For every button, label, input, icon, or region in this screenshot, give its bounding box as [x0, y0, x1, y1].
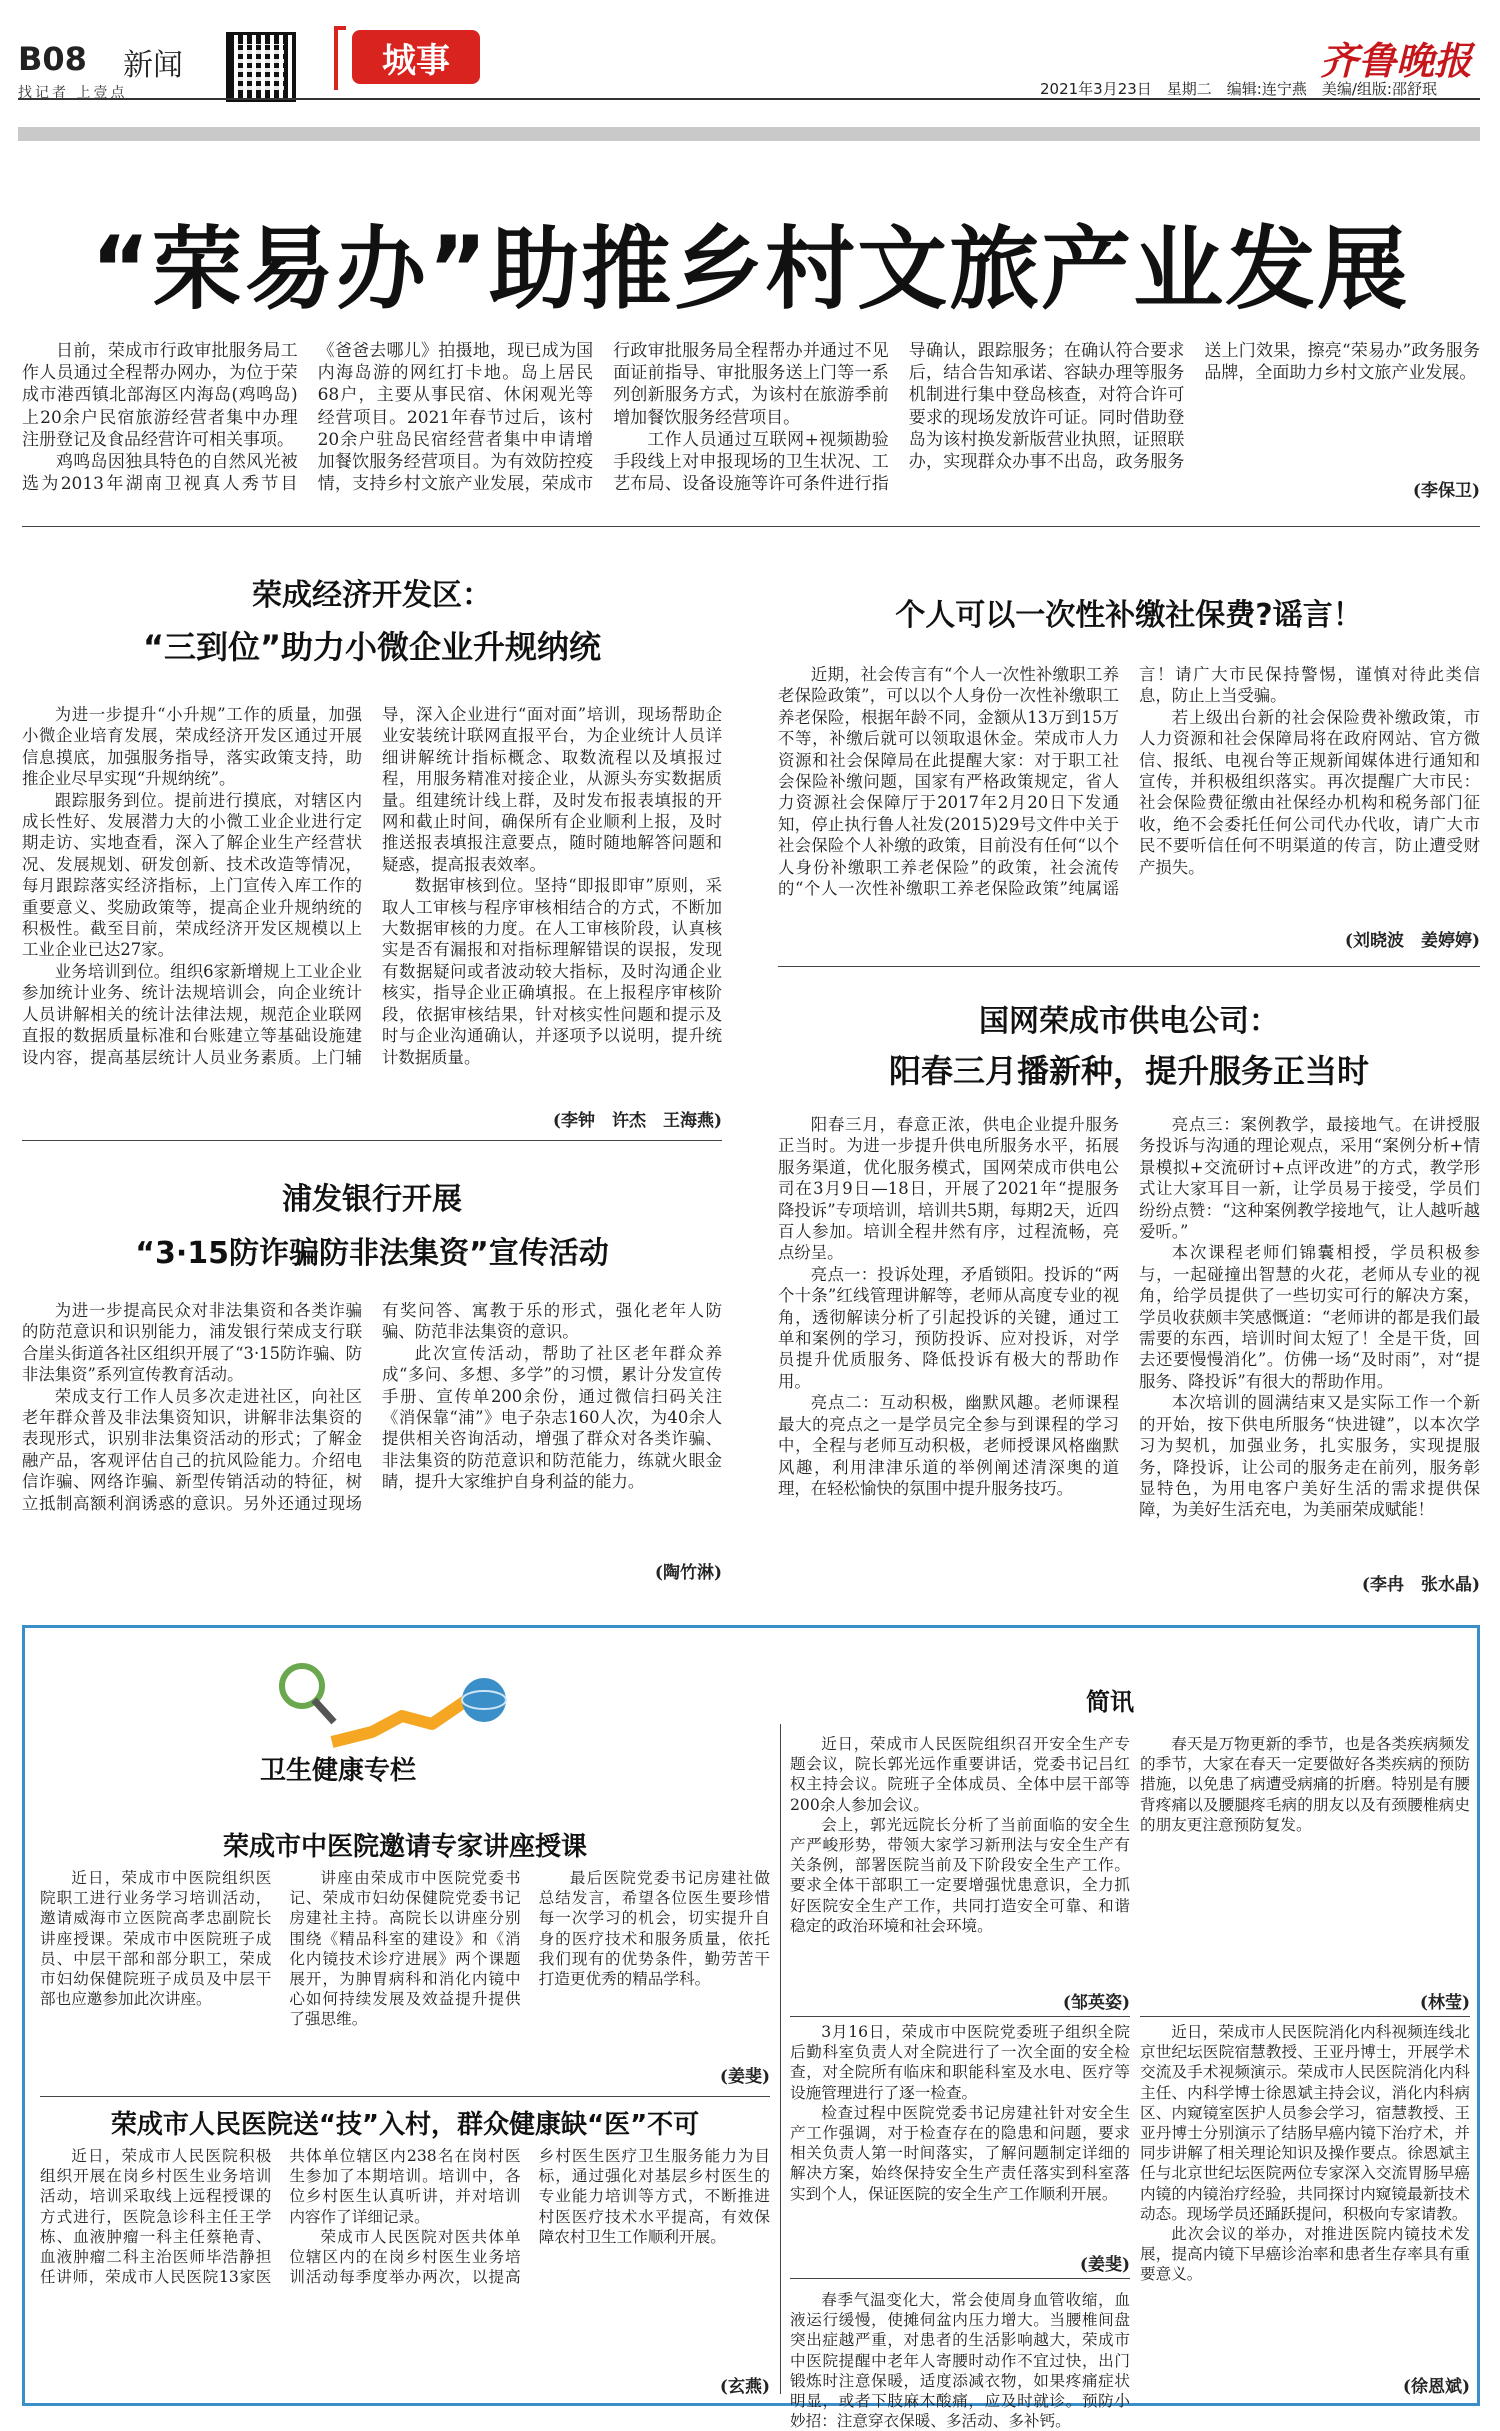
header-rule: [18, 98, 1480, 100]
article-body: [778, 664, 1480, 960]
divider: [22, 526, 1480, 527]
paragraph: 本次培训的圆满结束又是实际工作一个新的开始，按下供电所服务“快进键”，以本次学习为契机，加强业务，扎实服务，实现提服务，降投诉，让公司的服务走在前列，服务彰显特色，为用电客户美好生活的需求提供保障，为美好生活充电，为美丽荣成赋能！: [1139, 1393, 1480, 1520]
brief-title: 简讯: [1086, 1688, 1134, 1716]
paper-logo: 齐鲁晚报: [1319, 38, 1472, 83]
divider: [790, 2016, 1130, 2017]
paragraph: 为进一步提升“小升规”工作的质量，加强小微企业培育发展，荣成经济开发区通过开展信息摸底，加强服务指导，落实政策支持，助推企业尽早实现“升规纳统”。: [22, 705, 362, 789]
paragraph: 跟踪服务到位。提前进行摸底，对辖区内成长性好、发展潜力大的小微工业企业进行定期走访、实地查看，深入了解企业生产经营状况、发展规划、研发创新、技术改造等情况，每月跟踪落实经济指标，上门宣传入库工作的重要意义、奖励政策等，提高企业升规纳统的积极性。截至目前，荣成经济开发区规模以上工业企业已达27家。: [22, 790, 362, 960]
article-title: 个人可以一次性补缴社保费?谣言！: [895, 598, 1363, 633]
article-title: “3·15防诈骗防非法集资”宣传活动: [135, 1236, 609, 1271]
divider: [1140, 2016, 1470, 2017]
page-number: B08: [18, 40, 87, 78]
paragraph: 鸡鸣岛因独具特色的自然风光被选为2013年湖南卫视真人秀节目《爸爸去哪儿》拍摄地，现已成为国内海岛游的网红打卡地。岛上居民68户，主要从事民宿、休闲观光等经营项目。2021年春节过后，该村20余户驻岛民宿经营者集中申请增加餐饮服务经营项目。为有效防控疫情，支持乡村文旅产业发展，荣成市行政审批服务局全程帮办并通过不见面证前指导、审批服务送上门等一系列创新服务方式，为该村在旅游季前增加餐饮服务经营项目。: [22, 341, 889, 495]
paragraph: 荣成支行工作人员多次走进社区，向社区老年群众普及非法集资知识，讲解非法集资的表现形式，识别非法集资活动的形式；了解金融产品，客观评估自己的抗风险能力。介绍电信诈骗、网络诈骗、新型传销活动的特征，树立抵制高额利润诱惑的意识。另外还通过现场有奖问答、寓教于乐的形式，强化老年人防骗、防范非法集资的意识。: [22, 1301, 722, 1513]
paragraph: 为进一步提高民众对非法集资和各类诈骗的防范意识和识别能力，浦发银行荣成支行联合崖头街道各社区组织开展了“3·15防诈骗、防非法集资”系列宣传教育活动。: [22, 1301, 362, 1385]
byline: (李冉 张水晶): [1361, 1575, 1480, 1595]
paragraph: 亮点二：互动积极，幽默风趣。老师课程最大的亮点之一是学员完全参与到课程的学习中，全程与老师互动积极，老师授课风格幽默风趣，利用津津乐道的举例阐述清深奥的道理，在轻松愉快的氛围中提升服务技巧。: [778, 1393, 1119, 1498]
paragraph: 亮点一：投诉处理，矛盾锁阳。投诉的“两个十条”红线管理讲解等，老师从高度专业的视角，透彻解读分析了引起投诉的关键，通过工单和案例的学习，预防投诉、应对投诉，对学员提升优质服务、降低投诉有极大的帮助作用。: [778, 1264, 1119, 1391]
health-column-title: 卫生健康专栏: [260, 1756, 417, 1786]
paragraph: 近日，荣成市中医院组织医院职工进行业务学习培训活动，邀请威海市立医院高孝忠副院长讲座授课。荣成市中医院班子成员、中层干部和部分职工，荣成市妇幼保健院班子成员及中层干部也应邀参加此次讲座。: [40, 1869, 272, 2009]
brief-item: [790, 1734, 1130, 1984]
article-title: 国网荣成市供电公司：: [979, 1004, 1279, 1039]
paragraph: 春季气温变化大，常会使周身血管收缩，血液运行缓慢，使摊伺盆内压力增大。当腰椎间盘突出症越严重，对患者的生活影响越大，荣成市中医院提醒中老年人寄腰时动作不宜过快，出门锻炼时注意保暖，适度添减衣物，如果疼痛症状明显，或者下肢麻木酸痛，应及时就诊。预防小妙招：注意穿衣保暖、多活动、多补钙。: [790, 2291, 1130, 2431]
paragraph: 此次会议的举办，对推进医院内镜技术发展，提高内镜下早癌诊治率和患者生存率具有重要意义。: [1140, 2225, 1470, 2284]
paragraph: 数据审核到位。坚持“即报即审”原则，采取人工审核与程序审核相结合的方式，不断加大数据审核的力度。在人工审核阶段，认真核实是否有漏报和对指标理解错误的误报，发现有数据疑问或者波动较大指标，及时沟通企业核实，指导企业正确填报。在上报程序审核阶段，依据审核结果，针对核实性问题和提示及时与企业沟通确认，并逐项予以说明，提升统计数据质量。: [382, 876, 722, 1067]
paragraph: 工作人员通过互联网+视频勘验手段线上对申报现场的卫生状况、工艺布局、设备设施等许可条件进行指导确认，跟踪服务；在确认符合要求后，结合告知承诺、容缺办理等服务机制进行集中登岛核查，对符合许可要求的现场发放许可证。同时借助登岛为该村换发新版营业执照，证照联办，实现群众办事不出岛，政务服务送上门效果，擦亮“荣易办”政务服务品牌，全面助力乡村文旅产业发展。: [613, 341, 1480, 495]
byline: (玄燕): [719, 2377, 770, 2397]
byline: (姜斐): [1079, 2255, 1130, 2275]
paragraph: 讲座由荣成市中医院党委书记、荣成市妇幼保健院党委书记房建社主持。高院长以讲座分别围绕《精品科室的建设》和《消化内镜技术诊疗进展》两个课题展开，为胂胃病科和消化内镜中心如何持续发展及效益提升提供了强思维。: [289, 1869, 521, 2029]
article-title: 荣成经济开发区：: [252, 578, 492, 613]
brief-item: [790, 2022, 1130, 2254]
brief-item: [1140, 2022, 1470, 2370]
brief-item: [790, 2290, 1130, 2431]
article-body: [40, 2146, 770, 2368]
article-body: [22, 1300, 722, 1576]
article-body: [778, 1114, 1480, 1590]
paragraph: 此次宣传活动，帮助了社区老年群众养成“多问、多想、多学”的习惯，累计分发宣传手册、宣传单200余份，通过微信扫码关注《消保靠“浦”》电子杂志160人次，为40余人提供相关咨询活动，增强了群众对各类诈骗、非法集资的防范意识和防范能力，练就火眼金睛，提升大家维护自身利益的能力。: [382, 1343, 722, 1492]
paragraph: 近日，荣成市人民医院积极组织开展在岗乡村医生业务培训活动，培训采取线上远程授课的方式进行，医院急诊科主任王学栋、血液肿瘤一科主任蔡艳青、血液肿瘤二科主治医师毕浩静担任讲师，荣成市人民医院13家医共体单位辖区内238名在岗村医生参加了本期培训。培训中，各位乡村医生认真听讲，并对培训内容作了详细记录。: [40, 2147, 521, 2287]
byline: (林莹): [1419, 1993, 1470, 2013]
paragraph: 日前，荣成市行政审批服务局工作人员通过全程帮办网办，为位于荣成市港西镇北部海区内海岛(鸡鸣岛)上20余户民宿旅游经营者集中办理注册登记及食品经营许可相关事项。: [22, 341, 298, 450]
article-title: 荣成市中医院邀请专家讲座授课: [222, 1832, 587, 1862]
article-title: 荣成市人民医院送“技”入村，群众健康缺“医”不可: [110, 2110, 700, 2140]
paragraph: 亮点三：案例教学，最接地气。在讲授服务投诉与沟通的理论观点，采用“案例分析+情景模拟+交流研讨+点评改进”的方式，教学形式让大家耳目一新，让学员易于接受，学员们纷纷点赞：“这种案例教学接地气，让人越听越爱听。”: [1139, 1115, 1480, 1242]
section-tag: 城事: [352, 30, 480, 84]
divider: [778, 966, 1480, 967]
paragraph: 业务培训到位。组织6家新增规上工业企业参加统计业务、统计法规培训会，向企业统计人员讲解相关的统计法律法规，规范企业联网直报的数据质量标准和台账建立等基础设施建设内容，提高基层统计人员业务素质。上门辅导，深入企业进行“面对面”培训，现场帮助企业安装统计联网直报平台，为企业统计人员详细讲解统计指标概念、取数流程以及填报过程，用服务精准对接企业，从源头夯实数据质量。组建统计线上群，及时发布报表填报的开网和截止时间，确保所有企业顺利上报，及时推送报表填报注意要点，随时随地解答问题和疑惑，提高报表效率。: [22, 705, 722, 1067]
paragraph: 检查过程中医院党委书记房建社针对安全生产工作强调，对于检查存在的隐患和问题，要求相关负责人第一时间落实，了解问题制定详细的解决方案，始终保持安全生产责任落实到科室落实到个人，保证医院的安全生产工作顺利开展。: [790, 2103, 1130, 2203]
dateline: 2021年3月23日 星期二 编辑:连宁燕 美编/组版:邵舒珉: [1040, 80, 1437, 98]
paragraph: 荣成市人民医院对医共体单位辖区内的在岗乡村医生业务培训活动每季度举办两次，以提高乡村医生医疗卫生服务能力为目标，通过强化对基层乡村医生的专业能力培训等方式，不断推进村医医疗技术水平提高，有效保障农村卫生工作顺利开展。: [289, 2147, 770, 2287]
article-title: “三到位”助力小微企业升规纳统: [142, 628, 602, 666]
slogan: 找记者 上壹点: [18, 85, 128, 101]
section-name: 新闻: [123, 48, 183, 83]
byline: (陶竹淋): [654, 1563, 722, 1583]
paragraph: 春天是万物更新的季节，也是各类疾病频发的季节，大家在春天一定要做好各类疾病的预防措施，以免患了病遭受病痛的折磨。特别是有腰背疼痛以及腰腿疼毛病的朋友以及有颈腰椎病史的朋友更注意预防复发。: [1140, 1735, 1470, 1834]
byline: (李钟 许杰 王海燕): [552, 1111, 722, 1131]
header-bar: [18, 127, 1480, 141]
paragraph: 最后医院党委书记房建社做总结发言，希望各位医生要珍惜每一次学习的机会，切实提升自身的医疗技术和服务质量，依托我们现有的优势条件，勤劳苦干打造更优秀的精品学科。: [538, 1869, 770, 1989]
paragraph: 3月16日，荣成市中医院党委班子组织全院后勤科室负责人对全院进行了一次全面的安全检查，对全院所有临床和职能科室及水电、医疗等设施管理进行了逐一检查。: [790, 2023, 1130, 2102]
paragraph: 若上级出台新的社会保险费补缴政策，市人力资源和社会保障局将在政府网站、官方微信、报纸、电视台等正规新闻媒体进行通知和宣传，并积极组织落实。再次提醒广大市民：社会保险费征缴由社保经办机构和税务部门征收，绝不会委托任何公司代办代收，请广大市民不要听信任何不明渠道的传言，防止遭受财产损失。: [1139, 707, 1480, 877]
divider: [790, 2278, 1130, 2279]
vertical-divider: [780, 1724, 781, 2394]
paragraph: 本次课程老师们锦囊相授，学员积极参与，一起碰撞出智慧的火花，老师从专业的视角，给学员提供了一些切实可行的解决方案，学员收获颇丰笑感慨道：“老师讲的都是我们最需要的东西，培训时间太短了！全是干货，回去还要慢慢消化”。仿佛一场“及时雨”，对“提服务、降投诉”有很大的帮助作用。: [1139, 1243, 1480, 1391]
byline: (邹英姿): [1062, 1993, 1130, 2013]
tag-decoration: [334, 26, 346, 90]
byline: (刘晓波 姜婷婷): [1344, 931, 1480, 951]
article-title: 阳春三月播新种，提升服务正当时: [888, 1052, 1369, 1090]
paragraph: 近期，社会传言有“个人一次性补缴职工养老保险政策”，可以以个人身份一次性补缴职工养老保险，根据年龄不同，金额从13万到15万不等，补缴后就可以领取退休金。荣成市人力资源和社会保障局在此提醒大家：对于职工社会保险补缴问题，国家有严格政策规定，省人力资源社会保障厅于2017年2月20日下发通知，停止执行鲁人社发(2015)29号文件中关于社会保险个人补缴的政策，目前没有任何“以个人身份补缴职工养老保险”的政策，社会流传的“个人一次性补缴职工养老保险政策”纯属谣言！请广大市民保持警惕，谨慎对待此类信息，防止上当受骗。: [778, 665, 1480, 899]
brief-item: [1140, 1734, 1470, 1978]
lead-article: [22, 340, 1480, 496]
byline: (姜斐): [719, 2067, 770, 2087]
headline: “荣易办”助推乡村文旅产业发展: [90, 217, 1410, 322]
paragraph: 阳春三月，春意正浓，供电企业提升服务正当时。为进一步提升供电所服务水平，拓展服务渠道，优化服务模式，国网荣成市供电公司在3月9日—18日，开展了2021年“提服务 降投诉”专项培训，培训共5期，每期2天，近四百人参加。培训全程井然有序，过程流畅，亮点纷呈。: [778, 1115, 1136, 1263]
byline: (徐恩斌): [1402, 2377, 1470, 2397]
article-body: [40, 1868, 770, 2090]
qr-code-icon: [226, 32, 296, 102]
paragraph: 近日，荣成市人民医院消化内科视频连线北京世纪坛医院宿慧教授、王亚丹博士，开展学术交流及手术视频演示。荣成市人民医院消化内科主任、内科学博士徐恩斌主持会议，消化内科病区、内窥镜室医护人员参会学习，宿慧教授、王亚丹博士分别演示了结肠早癌内镜下治疗术，并同步讲解了相关理论知识及操作要点。徐恩斌主任与北京世纪坛医院两位专家深入交流胃肠早癌内镜的内镜治疗经验，共同探讨内窥镜最新技术动态。现场学员还踊跃提问，积极向专家请教。: [1140, 2023, 1470, 2223]
article-title: 浦发银行开展: [282, 1182, 462, 1217]
article-body: [22, 704, 722, 1106]
divider: [22, 1140, 722, 1141]
paragraph: 会上，郭光远院长分析了当前面临的安全生产严峻形势，带领大家学习新刑法与安全生产有关条例，部署医院当前及下阶段安全生产工作。要求全体干部职工一定要增强忧患意识，全力抓好医院安全生产工作，共同打造安全可靠、和谐稳定的政治环境和社会环境。: [790, 1815, 1130, 1935]
byline: (李保卫): [1412, 481, 1480, 501]
divider: [40, 2096, 770, 2097]
paragraph: 近日，荣成市人民医院组织召开安全生产专题会议，院长郭光远作重要讲话，党委书记吕红权主持会议。院班子全体成员、全体中层干部等200余人参加会议。: [790, 1735, 1130, 1814]
